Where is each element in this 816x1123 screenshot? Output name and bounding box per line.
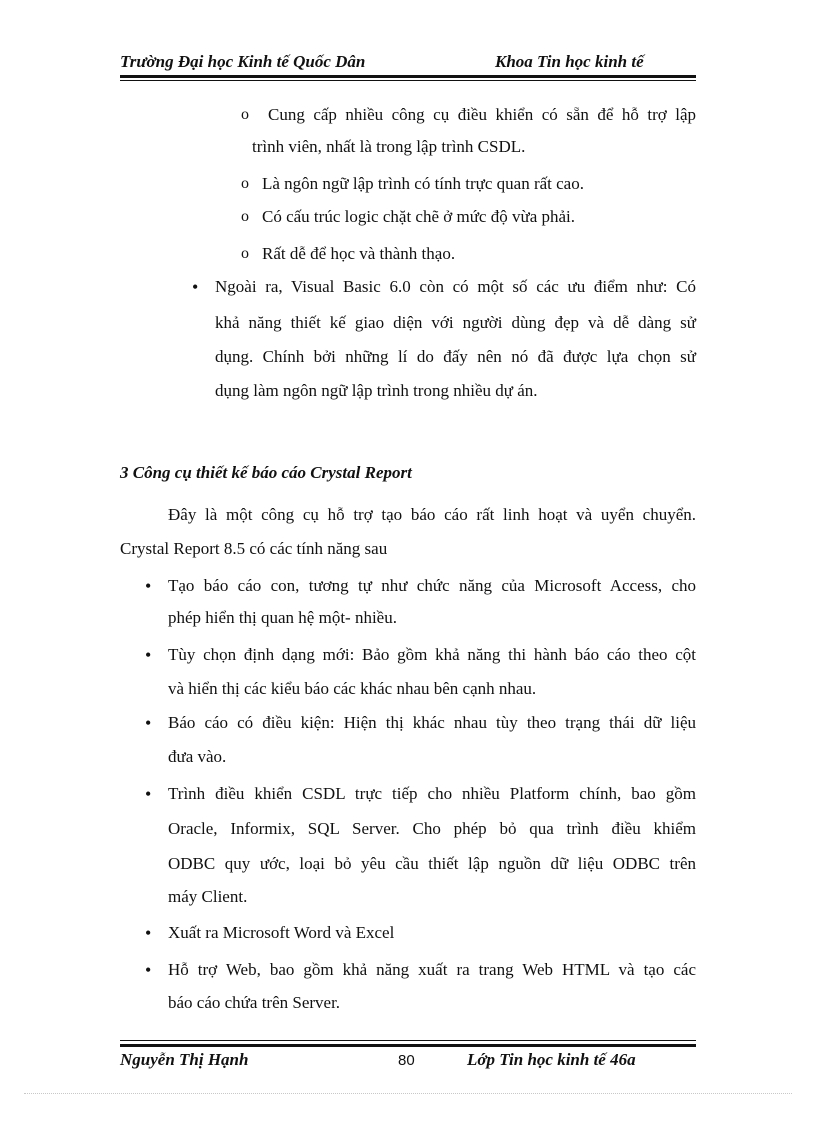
header-rule-thick bbox=[120, 75, 696, 78]
footer-rule-thin bbox=[120, 1040, 696, 1041]
sub-item-line: trình viên, nhất là trong lập trình CSDL. bbox=[252, 137, 526, 156]
bullet-icon: • bbox=[145, 576, 152, 596]
feature-line: đưa vào. bbox=[168, 747, 227, 766]
page-number: 80 bbox=[398, 1052, 415, 1069]
feature-line: Oracle, Informix, SQL Server. Cho phép bỏ qua trình điều khiểm bbox=[168, 819, 696, 838]
feature-line: Báo cáo có điều kiện: Hiện thị khác nhau tùy theo trạng thái dữ liệu bbox=[168, 713, 696, 732]
bullet-line: khả năng thiết kế giao diện với người dùng đẹp và dễ dàng sử bbox=[215, 313, 696, 332]
sub-item-line: Cung cấp nhiều công cụ điều khiển có sẵn để hỗ trợ lập bbox=[268, 105, 696, 124]
bullet-icon: • bbox=[145, 784, 152, 804]
bullet-icon: • bbox=[145, 645, 152, 665]
feature-line: báo cáo chứa trên Server. bbox=[168, 993, 341, 1012]
feature-line: Tùy chọn định dạng mới: Bảo gồm khả năng thi hành báo cáo theo cột bbox=[168, 645, 696, 664]
intro-line: Crystal Report 8.5 có các tính năng sau bbox=[120, 539, 388, 558]
footer-rule-thick bbox=[120, 1044, 696, 1047]
bullet-icon: • bbox=[145, 713, 152, 733]
header-rule-thin bbox=[120, 80, 696, 81]
feature-line: Hỗ trợ Web, bao gồm khả năng xuất ra trang Web HTML và tạo các bbox=[168, 960, 696, 979]
circle-marker-icon: o bbox=[241, 245, 249, 262]
circle-marker-icon: o bbox=[241, 175, 249, 192]
bullet-icon: • bbox=[145, 960, 152, 980]
feature-line: Trình điều khiển CSDL trực tiếp cho nhiều Platform chính, bao gồm bbox=[168, 784, 696, 803]
sub-item-line: Là ngôn ngữ lập trình có tính trực quan rất cao. bbox=[262, 174, 584, 193]
feature-line: máy Client. bbox=[168, 887, 248, 906]
bullet-line: dụng làm ngôn ngữ lập trình trong nhiều dự án. bbox=[215, 381, 538, 400]
feature-line: ODBC quy ước, loại bỏ yêu cầu thiết lập nguồn dữ liệu ODBC trên bbox=[168, 854, 696, 873]
bullet-line: dụng. Chính bởi những lí do đấy nên nó đã được lựa chọn sử bbox=[215, 347, 696, 366]
footer-author: Nguyễn Thị Hạnh bbox=[120, 1050, 249, 1069]
bullet-line: Ngoài ra, Visual Basic 6.0 còn có một số các ưu điểm như: Có bbox=[215, 277, 696, 296]
sub-item-line: Rất dễ để học và thành thạo. bbox=[262, 244, 456, 263]
feature-line: Xuất ra Microsoft Word và Excel bbox=[168, 923, 395, 942]
header-university: Trường Đại học Kinh tế Quốc Dân bbox=[120, 52, 366, 71]
intro-line: Đây là một công cụ hỗ trợ tạo báo cáo rất linh hoạt và uyển chuyển. bbox=[168, 505, 696, 524]
page-header bbox=[120, 52, 696, 74]
section-heading: 3 Công cụ thiết kế báo cáo Crystal Report bbox=[120, 463, 412, 482]
page-edge-divider bbox=[24, 1093, 792, 1094]
sub-item-line: Có cấu trúc logic chặt chẽ ở mức độ vừa phải. bbox=[262, 207, 576, 226]
header-faculty: Khoa Tin học kinh tế bbox=[495, 52, 644, 71]
feature-line: và hiển thị các kiểu báo các khác nhau bên cạnh nhau. bbox=[168, 679, 537, 698]
bullet-icon: • bbox=[145, 923, 152, 943]
circle-marker-icon: o bbox=[241, 208, 249, 225]
feature-line: phép hiển thị quan hệ một- nhiều. bbox=[168, 608, 397, 627]
feature-line: Tạo báo cáo con, tương tự như chức năng của Microsoft Access, cho bbox=[168, 576, 696, 595]
circle-marker-icon: o bbox=[241, 106, 249, 123]
footer-class: Lớp Tin học kinh tế 46a bbox=[467, 1050, 636, 1069]
bullet-icon: • bbox=[192, 277, 199, 297]
